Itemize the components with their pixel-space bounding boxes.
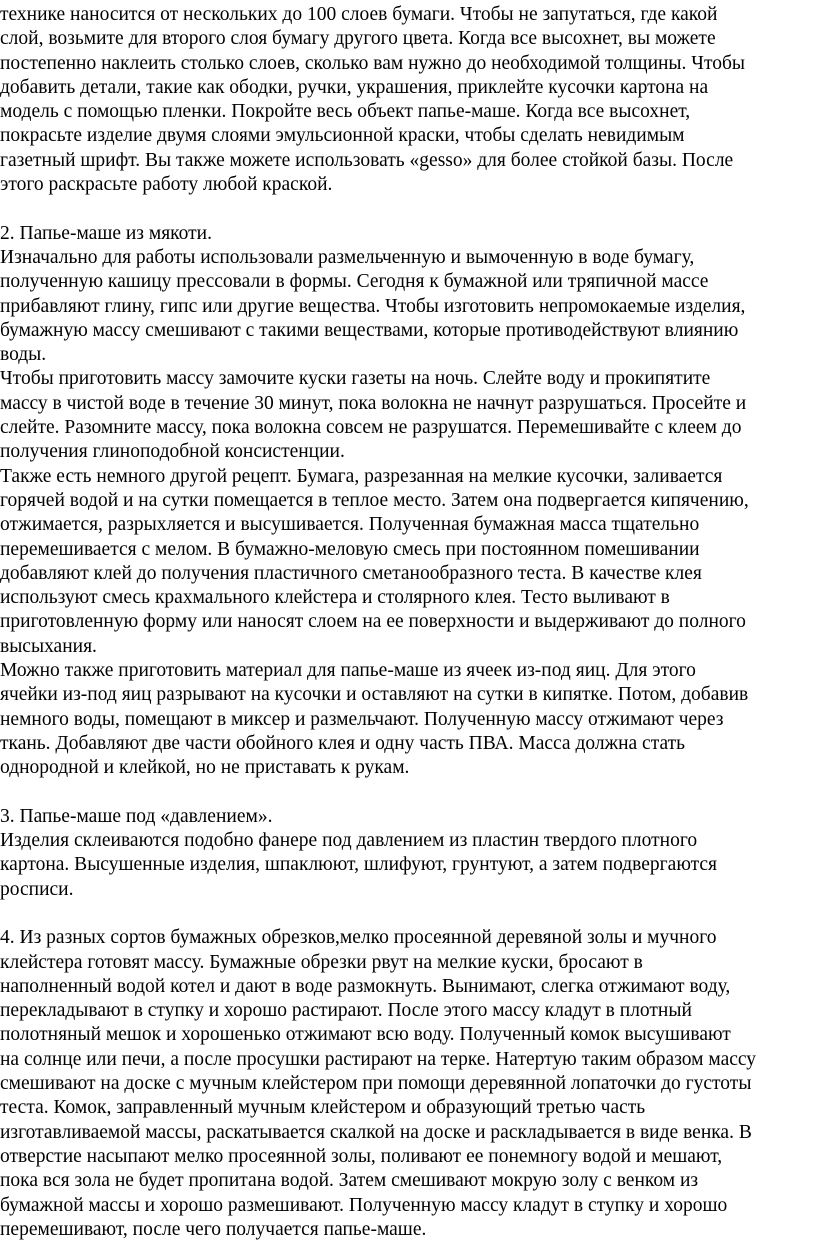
text-line: однородной и клейкой, но не приставать к рукам. [0,757,410,779]
text-line: пока вся зола не будет пропитана водой. Затем смешивают мокрую золу с венком из [0,1170,699,1192]
text-line: перемешивается с мелом. В бумажно-меловую смесь при постоянном помешивании [0,538,700,560]
text-line: Чтобы приготовить массу замочите куски газеты на ночь. Слейте воду и прокипятите [0,368,711,390]
text-line: отверстие насыпают мелко просеянной золы, поливают ее понемногу водой и мешают, [0,1145,723,1167]
text-line: Изделия склеиваются подобно фанере под давлением из пластин твердого плотного [0,830,698,852]
text-line: слейте. Разомните массу, пока волокна совсем не разрушатся. Перемешивайте с клеем до [0,417,742,439]
paragraph-spacer [0,781,816,805]
paragraph-spacer [0,902,816,926]
text-line: перемешивают, после чего получается папье-маше. [0,1218,427,1240]
paragraph-section-3-1 [0,829,816,902]
text-line: приготовленную форму или наносят слоем на ее поверхности и выдерживают до полного [0,611,746,633]
text-line: бумажную массу смешивают с такими веществами, которые противодействуют влиянию [0,319,739,341]
text-line: газетный шрифт. Вы также можете использовать «gesso» для более стойкой базы. После [0,149,734,171]
text-line: 4. Из разных сортов бумажных обрезков,мелко просеянной деревяной золы и мучного [0,927,717,949]
text-line: Также есть немного другой рецепт. Бумага, разрезанная на мелкие кусочки, заливается [0,465,723,487]
section-2-heading [0,222,816,246]
text-line: полученную кашицу прессовали в формы. Сегодня к бумажной или тряпичной массе [0,271,709,293]
text-line: полотняный мешок и хорошенько отжимают всю воду. Полученный комок высушивают [0,1024,731,1046]
section-3-heading [0,805,816,829]
paragraph-spacer [0,197,816,221]
text-line: наполненный водой котел и дают в воде размокнуть. Вынимают, слегка отжимают воду, [0,975,731,997]
text-line: картона. Высушенные изделия, шпаклюют, шлифуют, грунтуют, а затем подвергаются [0,854,718,876]
paragraph-section-4-1 [0,926,816,1242]
text-line: добавить детали, такие как ободки, ручки, украшения, приклейте кусочки картона на [0,76,709,98]
text-line: изготавливаемой массы, раскатывается скалкой на доске и раскладывается в виде венка. В [0,1121,752,1143]
text-line: покрасьте изделие двумя слоями эмульсионной краски, чтобы сделать невидимым [0,125,685,147]
text-line: используют смесь крахмального клейстера и столярного клея. Тесто выливают в [0,587,670,609]
text-line: этого раскрасьте работу любой краской. [0,174,333,196]
text-line: горячей водой и на сутки помещается в теплое место. Затем она подвергается кипячению, [0,489,749,511]
text-line: теста. Комок, заправленный мучным клейстером и образующий третью часть [0,1097,646,1119]
paragraph-section-2-1 [0,246,816,367]
text-line: массу в чистой воде в течение 30 минут, пока волокна не начнут разрушаться. Просейте и [0,392,747,414]
text-line: прибавляют глину, гипс или другие вещества. Чтобы изготовить непромокаемые изделия, [0,295,746,317]
text-line: перекладывают в ступку и хорошо растирают. После этого массу кладут в плотный [0,1000,692,1022]
heading-line: 2. Папье-маше из мякоти. [0,222,212,244]
text-line: росписи. [0,878,74,900]
text-line: добавляют клей до получения пластичного сметанообразного теста. В качестве клея [0,562,702,584]
text-line: смешивают на доске с мучным клейстером при помощи деревянной лопаточки до густоты [0,1073,752,1095]
text-line: клейстера готовят массу. Бумажные обрезки рвут на мелкие куски, бросают в [0,951,643,973]
text-line: ячейки из-под яиц разрывают на кусочки и оставляют на сутки в кипятке. Потом, добавив [0,684,749,706]
text-line: воды. [0,344,47,366]
text-line: слой, возьмите для второго слоя бумагу другого цвета. Когда все высохнет, вы можете [0,28,716,50]
paragraph-intro [0,3,816,197]
text-line: высыхания. [0,635,97,657]
text-line: ткань. Добавляют две части обойного клея и одну часть ПВА. Масса должна стать [0,732,686,754]
text-line: бумажной массы и хорошо размешивают. Полученную массу кладут в ступку и хорошо [0,1194,728,1216]
text-line: Можно также приготовить материал для папье-маше из ячеек из-под яиц. Для этого [0,660,696,682]
text-line: постепенно наклеить столько слоев, сколько вам нужно до необходимой толщины. Чтобы [0,52,745,74]
paragraph-section-2-4 [0,659,816,780]
paragraph-section-2-2 [0,367,816,464]
text-line: немного воды, помещают в миксер и размельчают. Полученную массу отжимают через [0,708,724,730]
paragraph-section-2-3 [0,465,816,659]
text-line: получения глиноподобной консистенции. [0,441,345,463]
text-line: на солнце или печи, а после просушки растирают на терке. Натертую таким образом массу [0,1048,757,1070]
text-line: Изначально для работы использовали размельченную и вымоченную в воде бумагу, [0,246,695,268]
text-line: технике наносится от нескольких до 100 слоев бумаги. Чтобы не запутаться, где какой [0,4,718,25]
text-line: модель с помощью пленки. Покройте весь объект папье-маше. Когда все высохнет, [0,101,691,123]
heading-line: 3. Папье-маше под «давлением». [0,805,273,827]
text-line: отжимается, разрыхляется и высушивается. Полученная бумажная масса тщательно [0,514,700,536]
